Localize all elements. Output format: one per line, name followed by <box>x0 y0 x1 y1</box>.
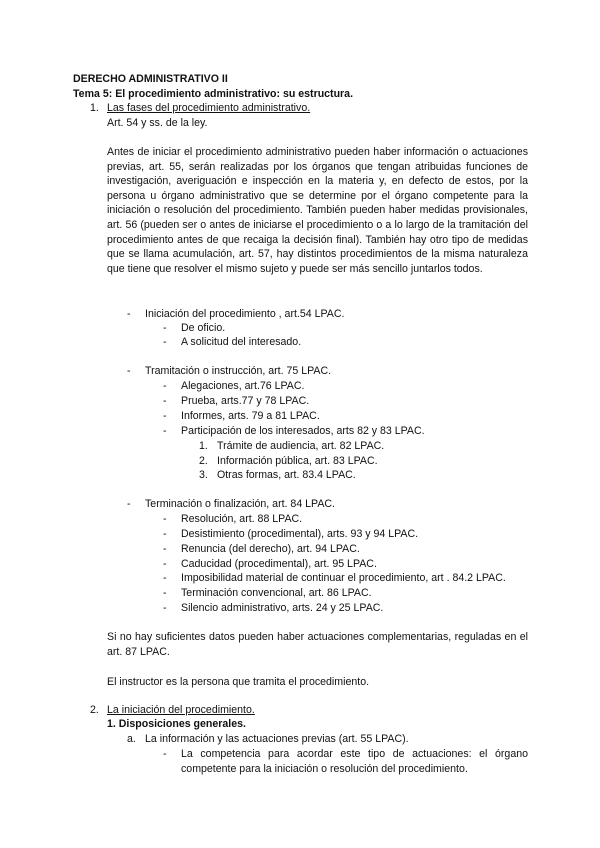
topic-title: Tema 5: El procedimiento administrativo: su estructura. <box>73 88 354 100</box>
phase3-item: Imposibilidad material de continuar el procedimiento, art . 84.2 LPAC. <box>181 572 506 584</box>
competence-bullet: - <box>163 748 167 760</box>
phase2-item-bullet: - <box>163 395 167 407</box>
phase2-item-bullet: - <box>163 410 167 422</box>
phase2-item: Alegaciones, art.76 LPAC. <box>181 380 305 392</box>
phase3-item-bullet: - <box>163 543 167 555</box>
phase3-item-bullet: - <box>163 513 167 525</box>
section2-subtitle: 1. Disposiciones generales. <box>107 718 246 730</box>
section1-reference: Art. 54 y ss. de la ley. <box>107 117 208 129</box>
phase3-item-bullet: - <box>163 587 167 599</box>
course-title: DERECHO ADMINISTRATIVO II <box>73 73 228 85</box>
phase2-bullet: - <box>127 365 131 377</box>
phase2-item-bullet: - <box>163 425 167 437</box>
phase3-item-bullet: - <box>163 558 167 570</box>
phase3-item: Resolución, art. 88 LPAC. <box>181 513 303 525</box>
phase2-item-bullet: - <box>163 380 167 392</box>
phase1-label: Iniciación del procedimiento , art.54 LPAC. <box>145 308 345 320</box>
section1-title: Las fases del procedimiento administrativo. <box>107 102 311 114</box>
phase3-item: Renuncia (del derecho), art. 94 LPAC. <box>181 543 360 555</box>
subitem-text: Otras formas, art. 83.4 LPAC. <box>217 469 356 481</box>
item-a-text: La información y las actuaciones previas (art. 55 LPAC). <box>145 733 409 745</box>
subitem-number: 3. <box>199 469 208 481</box>
subitem-text: Información pública, art. 83 LPAC. <box>217 455 378 467</box>
phase3-bullet: - <box>127 498 131 510</box>
phase2-label: Tramitación o instrucción, art. 75 LPAC. <box>145 365 332 377</box>
phase3-item: Silencio administrativo, arts. 24 y 25 LPAC. <box>181 602 384 614</box>
phase1-item-bullet: - <box>163 336 167 348</box>
phase2-item: Informes, arts. 79 a 81 LPAC. <box>181 410 320 422</box>
phase3-item: Desistimiento (procedimental), arts. 93 y 94 LPAC. <box>181 528 419 540</box>
phase3-item-bullet: - <box>163 572 167 584</box>
complementary-paragraph: Si no hay suficientes datos pueden haber actuaciones complementarias, reguladas en el art. 87 LPAC. <box>107 631 528 658</box>
section2-number: 2. <box>90 704 99 716</box>
section2-title: La iniciación del procedimiento. <box>107 704 255 716</box>
phase1-item: De oficio. <box>181 322 226 334</box>
phase2-item: Participación de los interesados, arts 82 y 83 LPAC. <box>181 425 425 437</box>
subitem-number: 2. <box>199 455 208 467</box>
section1-number: 1. <box>90 102 99 114</box>
phase3-item: Caducidad (procedimental), art. 95 LPAC. <box>181 558 377 570</box>
phase2-item: Prueba, arts.77 y 78 LPAC. <box>181 395 310 407</box>
phase3-item-bullet: - <box>163 602 167 614</box>
phase1-item: A solicitud del interesado. <box>181 336 302 348</box>
intro-paragraph: Antes de iniciar el procedimiento administrativo pueden haber información o actuaciones previas, art. 55, serán realizadas por los órganos que tengan atribuidas funciones de investigación, averiguación e inspección en la materia y, en defecto de estos, por la persona u órgano administrativo que se determine por el órgano competente para la iniciación o resolución del procedimiento. También pueden haber medidas provisionales, art. 56 (pueden ser o antes de iniciarse el procedimiento o a lo largo de la tramitación del procedimiento antes de que recaiga la decisión final). También hay otro tipo de medidas que se llama acumulación, art. 57, hay distintos procedimientos de la misma naturaleza que tiene que resolver el mismo sujeto y puede ser más sencillo juntarlos todos. <box>107 146 528 275</box>
subitem-number: 1. <box>199 440 208 452</box>
phase1-item-bullet: - <box>163 322 167 334</box>
phase1-bullet: - <box>127 308 131 320</box>
item-a-marker: a. <box>127 733 136 745</box>
phase3-label: Terminación o finalización, art. 84 LPAC. <box>145 498 335 510</box>
subitem-text: Trámite de audiencia, art. 82 LPAC. <box>217 440 385 452</box>
phase3-item: Terminación convencional, art. 86 LPAC. <box>181 587 372 599</box>
phase3-item-bullet: - <box>163 528 167 540</box>
instructor-paragraph: El instructor es la persona que tramita el procedimiento. <box>107 676 370 688</box>
competence-paragraph: La competencia para acordar este tipo de actuaciones: el órgano competente para la iniciación o resolución del procedimiento. <box>181 748 528 775</box>
